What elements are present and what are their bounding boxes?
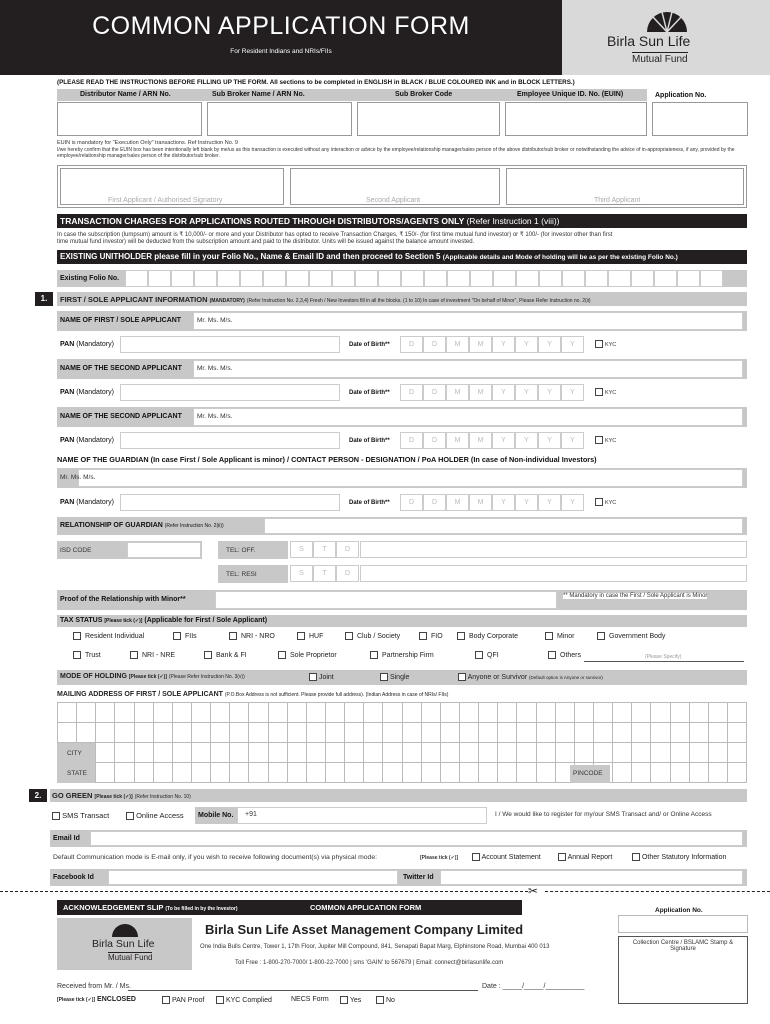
dob-cell[interactable]: Y: [492, 336, 515, 353]
tax-option-label: Others: [560, 651, 582, 659]
guardian-dob-label: Date of Birth**: [349, 500, 390, 506]
first-dob-label: Date of Birth**: [349, 342, 390, 348]
transaction-text-2: time mutual fund investor) will be deducted from the subscription amount and paid to the distributor. Units will be issued against the balance amount invested.: [57, 239, 475, 245]
tax-checkbox[interactable]: [475, 651, 483, 659]
dob-cell[interactable]: Y: [515, 432, 538, 449]
section-1-num: 1.: [35, 292, 53, 306]
dob-cell[interactable]: D: [423, 432, 446, 449]
dob-cell[interactable]: M: [446, 494, 469, 511]
holding-anyone[interactable]: [458, 673, 603, 681]
annual-report-checkbox[interactable]: [558, 853, 566, 861]
tax-checkbox[interactable]: [73, 651, 81, 659]
tax-option[interactable]: [229, 632, 275, 640]
holding-default-note: (Default option is Anyone or survivor): [529, 674, 603, 680]
form-subtitle: For Resident Indians and NRIs/FIIs: [230, 48, 332, 55]
dob-cell[interactable]: Y: [515, 494, 538, 511]
specify-label: (Please Specify): [645, 654, 682, 660]
enc-yes[interactable]: [340, 996, 361, 1004]
second-pan-label: PAN (Mandatory): [60, 389, 114, 396]
first-name-label: NAME OF FIRST / SOLE APPLICANT: [60, 317, 182, 324]
first-pan-field[interactable]: [120, 336, 340, 353]
doc-other[interactable]: [632, 853, 726, 861]
second-dob-cells[interactable]: [400, 384, 584, 401]
holding-title: MODE OF HOLDING [Please tick (✓)] (Please Refer Instruction No. 3(v)): [60, 673, 245, 680]
dob-cell[interactable]: Y: [538, 494, 561, 511]
dob-cell[interactable]: M: [469, 384, 492, 401]
annual-report-label: Annual Report: [567, 853, 613, 861]
tax-option[interactable]: [278, 651, 337, 659]
sms-transact[interactable]: [52, 811, 109, 820]
ack-title: ACKNOWLEDGEMENT SLIP (To be filled in by the Investor): [63, 903, 238, 912]
tax-option[interactable]: [457, 632, 518, 640]
third-dob-label: Date of Birth**: [349, 438, 390, 444]
distributor-field[interactable]: [57, 102, 202, 136]
account-statement-label: Account Statement: [481, 853, 541, 861]
mobile-label: Mobile No.: [198, 812, 234, 819]
tax-option-label: Club / Society: [357, 632, 401, 640]
section-2-title: GO GREEN [Please tick (✓)] (Refer Instruction No. 10): [52, 791, 191, 800]
second-kyc[interactable]: [595, 388, 616, 396]
first-pan-label: PAN (Mandatory): [60, 341, 114, 348]
tax-checkbox[interactable]: [278, 651, 286, 659]
tax-option-label: Resident Individual: [85, 632, 145, 640]
dob-cell[interactable]: D: [400, 384, 423, 401]
tax-option-label: Bank & FI: [216, 651, 247, 659]
third-name-field[interactable]: [193, 408, 743, 426]
enc-necs: [291, 996, 329, 1003]
tel-resi-field[interactable]: [360, 565, 747, 582]
guardian-kyc-checkbox[interactable]: [595, 498, 603, 506]
std-d: D: [336, 541, 359, 558]
tax-option-label: HUF: [309, 632, 324, 640]
tax-checkbox[interactable]: [419, 632, 427, 640]
dob-cell[interactable]: Y: [561, 432, 584, 449]
tax-option-label: QFI: [487, 651, 499, 659]
tax-option[interactable]: [297, 632, 323, 640]
tax-option[interactable]: [548, 651, 581, 659]
dob-cell[interactable]: Y: [515, 384, 538, 401]
folio-label: Existing Folio No.: [60, 275, 120, 282]
doc-annual-report[interactable]: [558, 853, 612, 861]
kyc-complied-label: KYC Complied: [225, 996, 272, 1004]
default-mode-note: Default Communication mode is E-mail only, if you wish to receive following document(s) via physical mode:: [53, 854, 377, 861]
proof-label: Proof of the Relationship with Minor**: [60, 596, 186, 603]
pincode-label: PINCODE: [573, 770, 603, 777]
guardian-title-options: Mr. Ms. M/s.: [60, 474, 96, 481]
tax-option-label: Minor: [557, 632, 575, 640]
tel-resi-label: TEL: RESI: [226, 571, 257, 578]
tax-checkbox[interactable]: [204, 651, 212, 659]
company-name: Birla Sun Life Asset Management Company Limited: [205, 922, 524, 937]
second-signature-label: Second Applicant: [366, 197, 421, 204]
sms-checkbox[interactable]: [52, 812, 60, 820]
guardian-kyc-label: KYC: [604, 499, 617, 506]
email-label: Email Id: [53, 835, 80, 842]
tel-resi-std[interactable]: [290, 565, 359, 582]
others-line[interactable]: [584, 661, 744, 662]
std-d: D: [336, 565, 359, 582]
dob-cell[interactable]: D: [400, 336, 423, 353]
sub-broker-label: Sub Broker Name / ARN No.: [212, 91, 305, 98]
holding-single[interactable]: [380, 673, 409, 681]
tax-option[interactable]: [419, 632, 443, 640]
twitter-field[interactable]: [440, 870, 743, 885]
ack-date: Date : _____/_____/__________: [482, 983, 585, 990]
address-row[interactable]: [58, 743, 747, 763]
tax-checkbox[interactable]: [345, 632, 353, 640]
tax-checkbox[interactable]: [297, 632, 305, 640]
section-2-num: 2.: [29, 789, 47, 802]
section-1-title: FIRST / SOLE APPLICANT INFORMATION (MANDATORY) (Refer Instruction No. 2,3,4) Fresh / New Investors fill in all the blocks. (1 to 10) In case of investment "On behalf of Minor", Please Refer Instruction no. 2(ii): [60, 295, 591, 304]
third-pan-field[interactable]: [120, 432, 340, 449]
first-dob-cells[interactable]: [400, 336, 584, 353]
tax-option[interactable]: [173, 632, 197, 640]
euin-confirm: I/we hereby confirm that the EUIN box has been intentionally left blank by me/us as this transaction is executed without any interaction or advice by the employee/relationship manager/sales person of the above distributor/sub broker or notwithstanding the advice of in-appropriateness, if any, provided by the employee/relationship manager/sales person of the distributor/sub broker.: [57, 147, 735, 159]
address-grid[interactable]: [57, 702, 747, 783]
dob-cell[interactable]: M: [469, 432, 492, 449]
existing-title: EXISTING UNITHOLDER please fill in your Folio No., Name & Email ID and then proceed to Section 5 (Applicable details and Mode of holding will be as per the existing Folio No.): [60, 252, 678, 261]
second-title-options: Mr. Ms. M/s.: [197, 365, 233, 372]
other-statutory-label: Other Statutory Information: [641, 853, 727, 861]
dob-cell[interactable]: D: [423, 336, 446, 353]
third-kyc-checkbox[interactable]: [595, 436, 603, 444]
tax-option-label: Sole Proprietor: [290, 651, 337, 659]
second-pan-field[interactable]: [120, 384, 340, 401]
tax-option[interactable]: [73, 651, 101, 659]
account-statement-checkbox[interactable]: [472, 853, 480, 861]
mobile-field[interactable]: [237, 807, 487, 824]
std-t: T: [313, 565, 336, 582]
dob-cell[interactable]: M: [446, 336, 469, 353]
dob-cell[interactable]: Y: [561, 336, 584, 353]
tax-option-label: Partnership Firm: [382, 651, 434, 659]
tax-option-label: NRI - NRE: [142, 651, 176, 659]
cut-line-left: [0, 891, 528, 892]
guardian-kyc[interactable]: [595, 498, 616, 506]
tax-option[interactable]: [345, 632, 400, 640]
form-title: COMMON APPLICATION FORM: [92, 12, 470, 40]
dob-cell[interactable]: D: [400, 432, 423, 449]
dob-cell[interactable]: Y: [515, 336, 538, 353]
company-address: One India Bulls Centre, Tower 1, 17th Floor, Jupiter Mill Compound, 841, Senapati Bapat Marg, Elphinstone Road, Mumbai 400 013: [200, 944, 550, 950]
sub-broker-code-label: Sub Broker Code: [395, 91, 453, 98]
relationship-label: RELATIONSHIP OF GUARDIAN (Refer Instruction No. 2(ii)): [60, 522, 224, 529]
third-name-label: NAME OF THE SECOND APPLICANT: [60, 413, 182, 420]
tel-off-std[interactable]: [290, 541, 359, 558]
tax-checkbox[interactable]: [73, 632, 81, 640]
kyc-complied-checkbox[interactable]: [216, 996, 224, 1004]
top-instruction: (PLEASE READ THE INSTRUCTIONS BEFORE FILLING UP THE FORM. All sections to be completed in ENGLISH in BLACK / BLUE COLOURED INK and in BLOCK LETTERS.): [57, 79, 575, 86]
first-kyc-label: KYC: [604, 341, 617, 348]
ack-sun-logo-icon: [110, 923, 140, 938]
second-name-label: NAME OF THE SECOND APPLICANT: [60, 365, 182, 372]
city-label: CITY: [67, 750, 82, 757]
scissors-icon: ✂: [528, 884, 539, 898]
docs-tick: [Please tick (✓)]: [420, 855, 459, 861]
tax-checkbox[interactable]: [545, 632, 553, 640]
std-s: S: [290, 565, 313, 582]
online-access[interactable]: [126, 811, 184, 820]
address-title: MAILING ADDRESS OF FIRST / SOLE APPLICANT (P.O.Box Address is not sufficient. Please provide full address). (Indian Address in case of NRIs/ FIIs): [57, 691, 449, 698]
enc-no[interactable]: [376, 996, 395, 1004]
dob-cell[interactable]: Y: [492, 384, 515, 401]
guardian-pan-label: PAN (Mandatory): [60, 499, 114, 506]
tel-off-label: TEL: OFF.: [226, 547, 256, 554]
isd-field[interactable]: [127, 542, 201, 558]
tax-option[interactable]: [73, 632, 144, 640]
third-title-options: Mr. Ms. M/s.: [197, 413, 233, 420]
collection-label: Collection Centre / BSLAMC Stamp & Signature: [632, 940, 734, 952]
email-field[interactable]: [90, 831, 743, 846]
logo-panel: [562, 0, 770, 75]
first-name-field[interactable]: [193, 312, 743, 330]
third-dob-cells[interactable]: [400, 432, 584, 449]
euin-note: EUIN is mandatory for "Execution Only" transactions. Ref Instruction No. 9: [57, 140, 238, 146]
tax-checkbox[interactable]: [548, 651, 556, 659]
third-kyc-label: KYC: [604, 437, 617, 444]
euin-field[interactable]: [505, 102, 647, 136]
dob-cell[interactable]: Y: [561, 494, 584, 511]
guardian-dob-cells[interactable]: [400, 494, 584, 511]
transaction-text-1: In case the subscription (lumpsum) amount is ₹ 10,000/- or more and your Distributor has opted to receive Transaction Charges, ₹ 150/- (for first time mutual fund investor) or ₹ 100/- (for investor other than first: [57, 232, 613, 238]
tax-checkbox[interactable]: [457, 632, 465, 640]
dob-cell[interactable]: D: [400, 494, 423, 511]
necs-yes-checkbox[interactable]: [340, 996, 348, 1004]
ack-logo-sub: Mutual Fund: [108, 953, 153, 962]
tax-option[interactable]: [475, 651, 499, 659]
dob-cell[interactable]: Y: [492, 494, 515, 511]
online-label: Online Access: [136, 811, 184, 820]
received-from-label: Received from Mr. / Ms.: [57, 983, 131, 990]
tax-option-label: NRI - NRO: [241, 632, 275, 640]
ack-logo-name: Birla Sun Life: [92, 938, 155, 950]
pan-proof-label: PAN Proof: [171, 996, 205, 1004]
distributor-label: Distributor Name / ARN No.: [80, 91, 171, 98]
logo-sub: Mutual Fund: [632, 54, 688, 65]
minor-note: ** Mandatory in case the First / Sole Applicant is Minor: [563, 593, 708, 599]
ack-form-title: COMMON APPLICATION FORM: [310, 903, 422, 912]
holding-joint-checkbox[interactable]: [309, 673, 317, 681]
tax-option-label: Government Body: [609, 632, 666, 640]
sub-broker-code-field[interactable]: [357, 102, 500, 136]
holding-single-checkbox[interactable]: [380, 673, 388, 681]
dob-cell[interactable]: Y: [492, 432, 515, 449]
tax-checkbox[interactable]: [229, 632, 237, 640]
tax-option[interactable]: [204, 651, 247, 659]
tax-option[interactable]: [597, 632, 665, 640]
state-label: STATE: [67, 770, 87, 777]
necs-label: NECS Form: [291, 996, 329, 1003]
dob-cell[interactable]: Y: [561, 384, 584, 401]
tax-checkbox[interactable]: [370, 651, 378, 659]
register-note: I / We would like to register for my/our SMS Transact and/ or Online Access: [495, 811, 712, 818]
pan-proof-checkbox[interactable]: [162, 996, 170, 1004]
company-contact: Toll Free : 1-800-270-7000/ 1-800-22-7000 | sms 'GAIN' to 567679 | Email: connect@birlasunlife.com: [235, 960, 504, 966]
tax-checkbox[interactable]: [130, 651, 138, 659]
ack-app-no-label: Application No.: [655, 907, 703, 914]
tax-checkbox[interactable]: [597, 632, 605, 640]
first-kyc[interactable]: [595, 340, 616, 348]
tax-option[interactable]: [130, 651, 175, 659]
guardian-name-field[interactable]: [78, 469, 743, 487]
ack-app-no-field[interactable]: [618, 915, 748, 933]
tax-row-1: [73, 632, 743, 644]
first-signature-label: First Applicant / Authorised Signatory: [108, 197, 223, 204]
enclosed-row: [Please tick (✓)] ENCLOSED: [57, 996, 136, 1003]
address-row[interactable]: [58, 703, 747, 723]
address-row[interactable]: [58, 723, 747, 743]
holding-joint[interactable]: [309, 673, 334, 681]
online-checkbox[interactable]: [126, 812, 134, 820]
enc-pan-proof[interactable]: [162, 996, 205, 1004]
tax-option-label: Trust: [85, 651, 101, 659]
tax-option[interactable]: [370, 651, 434, 659]
dob-cell[interactable]: M: [469, 336, 492, 353]
dob-cell[interactable]: M: [446, 384, 469, 401]
dob-cell[interactable]: D: [423, 494, 446, 511]
enc-kyc[interactable]: [216, 996, 272, 1004]
std-t: T: [313, 541, 336, 558]
dob-cell[interactable]: D: [423, 384, 446, 401]
second-dob-label: Date of Birth**: [349, 390, 390, 396]
dob-cell[interactable]: Y: [538, 336, 561, 353]
holding-single-label: Single: [389, 673, 410, 681]
dob-cell[interactable]: M: [469, 494, 492, 511]
address-row[interactable]: [58, 763, 747, 783]
cut-line-right: [545, 891, 770, 892]
guardian-pan-field[interactable]: [120, 494, 340, 511]
first-kyc-checkbox[interactable]: [595, 340, 603, 348]
sub-broker-field[interactable]: [207, 102, 352, 136]
tax-option[interactable]: [545, 632, 575, 640]
necs-no-checkbox[interactable]: [376, 996, 384, 1004]
first-title-options: Mr. Ms. M/s.: [197, 317, 233, 324]
city-state-labels-bg: [57, 743, 95, 783]
guardian-title: NAME OF THE GUARDIAN (In case First / Sole Applicant is minor) / CONTACT PERSON - DESIGNATION / PoA HOLDER (In case of Non-individual Investors): [57, 455, 597, 464]
tax-option-label: Body Corporate: [469, 632, 519, 640]
holding-anyone-checkbox[interactable]: [458, 673, 466, 681]
third-pan-label: PAN (Mandatory): [60, 437, 114, 444]
twitter-label: Twitter Id: [403, 874, 434, 881]
dob-cell[interactable]: M: [446, 432, 469, 449]
holding-joint-label: Joint: [318, 673, 334, 681]
third-kyc[interactable]: [595, 436, 616, 444]
proof-field[interactable]: [215, 591, 557, 609]
tax-status-title: TAX STATUS [Please tick (✓)] (Applicable for First / Sole Applicant): [60, 617, 268, 624]
tax-checkbox[interactable]: [173, 632, 181, 640]
tax-option-label: FIIs: [185, 632, 197, 640]
doc-account-statement[interactable]: [472, 853, 541, 861]
relationship-field[interactable]: [264, 518, 743, 534]
tax-option-label: FIO: [431, 632, 443, 640]
isd-label: ISD CODE: [60, 547, 92, 554]
necs-no-label: No: [385, 996, 395, 1004]
mobile-code: +91: [245, 811, 257, 818]
other-statutory-checkbox[interactable]: [632, 853, 640, 861]
facebook-field[interactable]: [108, 870, 398, 885]
tel-off-field[interactable]: [360, 541, 747, 558]
dob-cell[interactable]: Y: [538, 384, 561, 401]
second-kyc-label: KYC: [604, 389, 617, 396]
euin-label: Employee Unique ID. No. (EUIN): [517, 91, 624, 98]
application-no-field[interactable]: [652, 102, 748, 136]
dob-cell[interactable]: Y: [538, 432, 561, 449]
facebook-label: Facebook Id: [53, 874, 94, 881]
received-from-line[interactable]: [128, 990, 478, 991]
sms-label: SMS Transact: [62, 811, 110, 820]
logo-name: Birla Sun Life: [607, 33, 691, 49]
second-kyc-checkbox[interactable]: [595, 388, 603, 396]
std-s: S: [290, 541, 313, 558]
third-signature-label: Third Applicant: [594, 197, 641, 204]
necs-yes-label: Yes: [349, 996, 362, 1004]
transaction-title: TRANSACTION CHARGES FOR APPLICATIONS ROUTED THROUGH DISTRIBUTORS/AGENTS ONLY (Refer Instruction 1 (viii)): [60, 216, 560, 226]
holding-anyone-label: Anyone or Survivor: [467, 673, 528, 681]
folio-cells[interactable]: [125, 270, 723, 287]
sun-logo-icon: [642, 8, 692, 34]
second-name-field[interactable]: [193, 360, 743, 378]
application-no-label: Application No.: [655, 92, 707, 99]
